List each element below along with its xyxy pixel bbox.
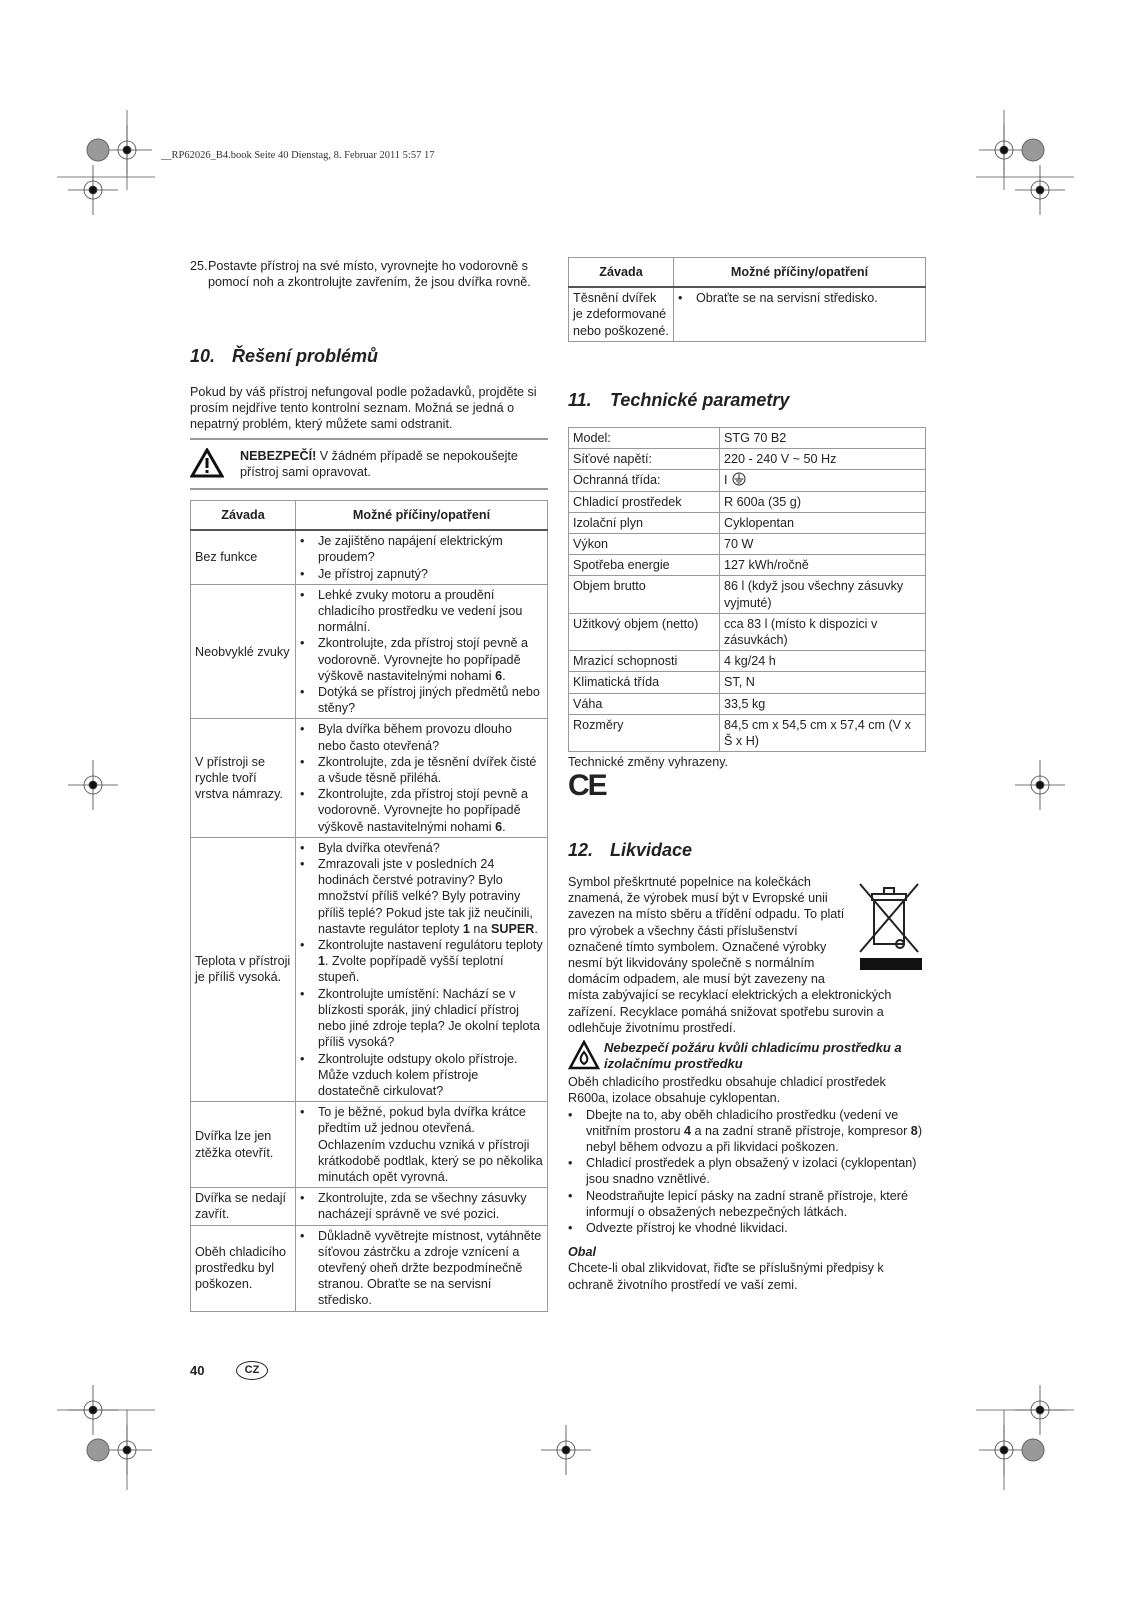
table-row: [191, 1188, 548, 1225]
spec-key: Spotřeba energie: [569, 555, 720, 576]
section-11-heading: [568, 392, 926, 408]
disposal-block: [568, 874, 926, 1036]
spec-key: Užitkový objem (netto): [569, 613, 720, 650]
fault-cell: Oběh chladicího prostředku byl poškozen.: [191, 1225, 296, 1311]
page-number: 40: [190, 1363, 205, 1378]
crosshair-mark: [1015, 1385, 1065, 1435]
spec-row: [569, 714, 926, 751]
color-rosette: [87, 139, 109, 161]
spec-row: [569, 428, 926, 449]
crosshair-mark: [68, 760, 118, 810]
table-row: [191, 584, 548, 719]
fault-cell: Dvířka se nedají zavřít.: [191, 1188, 296, 1225]
cause-item: • Dotýká se přístroj jiných předmětů nebo stěny?: [300, 684, 543, 716]
spec-value: [720, 693, 926, 714]
table-row: [191, 719, 548, 837]
crosshair-mark: [1015, 165, 1065, 215]
spec-value-text: I: [724, 473, 728, 488]
cause-item: • Zkontrolujte, zda se všechny zásuvky nacházejí správně ve své pozici.: [300, 1190, 543, 1222]
flammable-warning-icon: [568, 1040, 604, 1074]
spec-value: [720, 470, 926, 491]
spec-key: Rozměry: [569, 714, 720, 751]
cause-item: • Zkontrolujte, zda přístroj stojí pevně a vodorovně. Vyrovnejte ho popřípadě výškově nastavitelnými nohami 6.: [300, 635, 543, 684]
column-header-causes: Možné příčiny/opatření: [296, 501, 548, 531]
spec-value: [720, 672, 926, 693]
section-title: Řešení problémů: [232, 346, 379, 366]
packaging-title: Obal: [568, 1245, 596, 1260]
cause-item: • Zkontrolujte, zda je těsnění dvířek čisté a všude těsně přiléhá.: [300, 754, 543, 786]
fault-cell: Dvířka lze jen ztěžka otevřít.: [191, 1102, 296, 1188]
causes-cell: [674, 287, 926, 341]
causes-cell: [296, 1188, 548, 1225]
spec-value: [720, 576, 926, 613]
cause-item: • Zkontrolujte nastavení regulátoru teploty 1. Zvolte popřípadě vyšší teplotní stupeň.: [300, 937, 543, 986]
cause-item: • To je běžné, pokud byla dvířka krátce předtím už jednou otevřená. Ochlazením vzduchu vzniká v přístroji krátkodobě podtlak, který se po několika minutách opět vyrovná.: [300, 1104, 543, 1185]
section-12-heading: [568, 842, 926, 858]
ce-mark-icon: CE: [568, 769, 606, 802]
fire-text: Oběh chladicího prostředku obsahuje chladicí prostředek R600a, izolace obsahuje cyklopentan.: [568, 1075, 886, 1106]
spec-value-text: ST, N: [724, 675, 755, 690]
cause-item: • Zkontrolujte umístění: Nachází se v blízkosti sporák, jiný chladicí přístroj nebo jiné zdroje tepla? Je okolní teplota příliš vysoká?: [300, 986, 543, 1051]
section-title: Likvidace: [610, 840, 693, 860]
causes-cell: [296, 530, 548, 584]
cause-item: • Zkontrolujte, zda přístroj stojí pevně a vodorovně. Vyrovnejte ho popřípadě výškově nastavitelnými nohami 6.: [300, 786, 543, 835]
spec-row: [569, 470, 926, 491]
spec-value-text: Cyklopentan: [724, 515, 795, 530]
spec-row: [569, 693, 926, 714]
spec-value-text: STG 70 B2: [724, 431, 787, 445]
fault-cell: Teplota v přístroji je příliš vysoká.: [191, 837, 296, 1101]
causes-cell: [296, 719, 548, 837]
fault-cell: Neobvyklé zvuky: [191, 584, 296, 719]
spec-value: [720, 449, 926, 470]
cause-item: • Byla dvířka otevřená?: [300, 840, 543, 856]
disposal-bullet: • Chladicí prostředek a plyn obsažený v izolaci (cyklopentan) jsou snadno vznětlivé.: [568, 1155, 926, 1187]
spec-value: [720, 714, 926, 751]
fault-cell: Těsnění dvířek je zdeformované nebo poškozené.: [569, 287, 674, 341]
spec-value: [720, 613, 926, 650]
spec-value: [720, 491, 926, 512]
spec-row: [569, 555, 926, 576]
spec-row: [569, 613, 926, 650]
spec-value: [720, 428, 926, 449]
spec-value-text: 33,5 kg: [724, 696, 766, 711]
spec-key: Výkon: [569, 534, 720, 555]
spec-row: [569, 576, 926, 613]
disposal-bullet: • Odvezte přístroj ke vhodné likvidaci.: [568, 1220, 926, 1236]
tech-note: Technické změny vyhrazeny.: [568, 755, 729, 769]
crosshair-mark: [541, 1425, 591, 1475]
warning-text: V žádném případě se nepokoušejte přístroj sami opravovat.: [240, 449, 518, 480]
spec-value: [720, 651, 926, 672]
troubleshooting-table-continued: [568, 257, 926, 342]
disposal-bullet: • Neodstraňujte lepicí pásky na zadní straně přístroje, které informují o obsažených nebezpečných látkách.: [568, 1188, 926, 1220]
warning-label: NEBEZPEČÍ!: [240, 449, 317, 463]
section-number: 11.: [568, 390, 592, 410]
color-rosette: [87, 1439, 109, 1461]
section-10-heading: [190, 348, 548, 364]
table-row: [191, 1225, 548, 1311]
step-text: Postavte přístroj na své místo, vyrovnejte ho vodorovně s pomocí noh a zkontrolujte zavřením, že jsou dvířka rovně.: [208, 259, 531, 290]
spec-key: Mrazicí schopnosti: [569, 651, 720, 672]
spec-value-text: R 600a (35 g): [724, 494, 802, 509]
table-row: [191, 1102, 548, 1188]
spec-value-text: 70 W: [724, 537, 754, 552]
table-row: [191, 530, 548, 584]
color-rosette: [1022, 139, 1044, 161]
section-number: 12.: [568, 840, 594, 860]
spec-value: [720, 534, 926, 555]
causes-cell: [296, 837, 548, 1101]
table-row: [569, 287, 926, 341]
spec-row: [569, 512, 926, 533]
spec-value-text: 127 kWh/ročně: [724, 558, 809, 573]
column-header-causes: Možné příčiny/opatření: [674, 258, 926, 288]
section-10-intro: [190, 384, 548, 433]
ground-symbol-icon: [731, 472, 747, 486]
causes-cell: [296, 1225, 548, 1311]
spec-key: Model:: [569, 428, 720, 449]
fault-cell: V přístroji se rychle tvoří vrstva námrazy.: [191, 719, 296, 837]
spec-key: Váha: [569, 693, 720, 714]
print-slug: __RP62026_B4.book Seite 40 Dienstag, 8. Februar 2011 5:57 17: [161, 150, 435, 161]
spec-value-text: 220 - 240 V ~ 50 Hz: [724, 452, 837, 467]
cause-item: • Je přístroj zapnutý?: [300, 566, 543, 582]
cause-item: • Byla dvířka během provozu dlouho nebo často otevřená?: [300, 721, 543, 753]
crossed-bin-icon: [856, 878, 926, 974]
crosshair-mark: [68, 165, 118, 215]
spec-key: Chladicí prostředek: [569, 491, 720, 512]
danger-warning: [190, 438, 548, 490]
step-number: 25.: [190, 259, 208, 273]
spec-key: Klimatická třída: [569, 672, 720, 693]
cause-item: • Lehké zvuky motoru a proudění chladicího prostředku ve vedení jsou normální.: [300, 587, 543, 636]
fault-cell: Bez funkce: [191, 530, 296, 584]
spec-key: Ochranná třída:: [569, 470, 720, 491]
disposal-bullet: • Dbejte na to, aby oběh chladicího prostředku (vedení ve vnitřním prostoru 4 a na zadní straně přístroje, kompresor 8) nebyl během odvozu a při likvidaci poškozen.: [568, 1107, 926, 1156]
tech-specs-table: [568, 427, 926, 752]
crosshair-mark: [68, 1385, 118, 1435]
section-number: 10.: [190, 346, 216, 366]
fire-warning: [568, 1040, 926, 1293]
intro-text: Pokud by váš přístroj nefungoval podle požadavků, projděte si prosím nejdříve tento kontrolní seznam. Možná se jedná o nepatrný problém, který můžete sami odstranit.: [190, 385, 537, 432]
column-header-fault: Závada: [191, 501, 296, 531]
cause-item: • Obraťte se na servisní středisko.: [678, 290, 921, 306]
spec-value: [720, 512, 926, 533]
causes-cell: [296, 1102, 548, 1188]
color-rosette: [1022, 1439, 1044, 1461]
table-row: [191, 837, 548, 1101]
cause-item: • Je zajištěno napájení elektrickým proudem?: [300, 533, 543, 565]
disposal-text: Symbol přeškrtnuté popelnice na kolečkách znamená, že výrobek musí být v Evropské unii zavezen na místo sběru a třídění odpadu. To platí pro výrobek a všechny části příslušenství označené tímto symbolem. Označené výrobky nesmí být likvidovány společně s normálním domácím odpadem, ale musí být zavezeny na místa zabývající se recyklací elektrických a elektronických zařízení. Recyklace pomáhá snižovat spotřebu surovin a odlehčuje životnímu prostředí.: [568, 875, 892, 1035]
spec-row: [569, 534, 926, 555]
spec-value-text: 84,5 cm x 54,5 cm x 57,4 cm (V x Š x H): [724, 717, 911, 749]
spec-key: Objem brutto: [569, 576, 720, 613]
spec-value: [720, 555, 926, 576]
language-badge: CZ: [236, 1361, 268, 1380]
spec-key: Síťové napětí:: [569, 449, 720, 470]
step-25: [190, 258, 548, 290]
column-header-fault: Závada: [569, 258, 674, 288]
warning-triangle-icon: [190, 448, 240, 482]
spec-key: Izolační plyn: [569, 512, 720, 533]
cause-item: • Zmrazovali jste v posledních 24 hodinách čerstvé potraviny? Bylo množství příliš velké? Byly potraviny příliš teplé? Pokud jste tak již neučinili, nastavte regulátor teploty 1 na SUPER.: [300, 856, 543, 937]
cause-item: • Zkontrolujte odstupy okolo přístroje. Může vzduch kolem přístroje dostatečně cirkulovat?: [300, 1051, 543, 1100]
spec-row: [569, 491, 926, 512]
causes-cell: [296, 584, 548, 719]
cause-item: • Důkladně vyvětrejte místnost, vytáhněte síťovou zástrčku a zdroje vznícení a otevřený oheň držte bezpodmínečně stranou. Obraťte se na servisní středisko.: [300, 1228, 543, 1309]
packaging-text: Chcete-li obal zlikvidovat, řiďte se příslušnými předpisy k ochraně životního prostředí ve vaší zemi.: [568, 1261, 884, 1292]
spec-value-text: cca 83 l (místo k dispozici v zásuvkách): [724, 616, 878, 648]
spec-row: [569, 672, 926, 693]
spec-row: [569, 651, 926, 672]
spec-value-text: 86 l (když jsou všechny zásuvky vyjmuté): [724, 579, 904, 610]
crosshair-mark: [1015, 760, 1065, 810]
section-title: Technické parametry: [610, 390, 790, 410]
spec-row: [569, 449, 926, 470]
fire-warning-title: Nebezpečí požáru kvůli chladicímu prostředku a izolačnímu prostředku: [604, 1040, 902, 1072]
troubleshooting-table: [190, 500, 548, 1312]
spec-value-text: 4 kg/24 h: [724, 654, 776, 669]
